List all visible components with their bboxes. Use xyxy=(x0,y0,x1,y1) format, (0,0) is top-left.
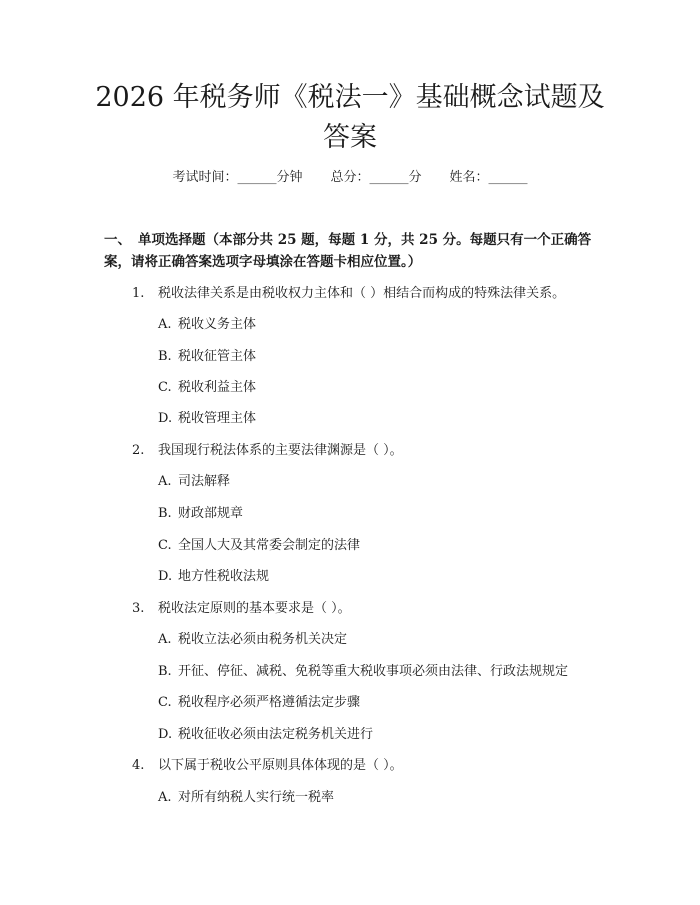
option-text: 税收义务主体 xyxy=(178,317,257,332)
question-text: 以下属于税收公平原则具体体现的是（ ）。 xyxy=(158,758,403,773)
section-heading xyxy=(104,229,604,273)
question-2-stem xyxy=(132,442,612,460)
question-number: 3. xyxy=(132,601,145,616)
question-1-option-c xyxy=(158,379,618,397)
question-1-option-a xyxy=(158,316,618,334)
option-letter: D. xyxy=(158,569,173,584)
option-letter: A. xyxy=(158,474,172,489)
option-text: 税收征管主体 xyxy=(178,349,257,364)
question-3-option-a xyxy=(158,631,618,649)
option-letter: A. xyxy=(158,317,172,332)
option-letter: B. xyxy=(158,349,172,364)
question-4-stem xyxy=(132,757,612,775)
option-letter: D. xyxy=(158,411,173,426)
question-3-option-d xyxy=(158,726,618,744)
option-text: 地方性税收法规 xyxy=(178,569,270,584)
option-text: 对所有纳税人实行统一税率 xyxy=(178,790,335,805)
question-3-stem xyxy=(132,600,612,618)
question-1-option-d xyxy=(158,410,618,428)
option-letter: B. xyxy=(158,506,172,521)
option-text: 司法解释 xyxy=(178,474,231,489)
question-3-option-b xyxy=(158,663,618,681)
question-text: 我国现行税法体系的主要法律渊源是（ ）。 xyxy=(158,443,403,458)
option-text: 全国人大及其常委会制定的法律 xyxy=(178,538,361,553)
option-text: 税收利益主体 xyxy=(178,380,257,395)
question-text: 税收法律关系是由税收权力主体和（ ）相结合而构成的特殊法律关系。 xyxy=(158,286,566,301)
exam-info-line xyxy=(0,169,700,187)
option-letter: D. xyxy=(158,727,173,742)
question-number: 4. xyxy=(132,758,145,773)
total-score-field: 总分：______分 xyxy=(330,170,422,185)
name-field: 姓名：______ xyxy=(449,170,528,185)
option-text: 税收管理主体 xyxy=(178,411,257,426)
question-1-stem xyxy=(132,285,612,303)
question-text: 税收法定原则的基本要求是（ ）。 xyxy=(158,601,351,616)
question-1-option-b xyxy=(158,348,618,366)
question-2-option-d xyxy=(158,568,618,586)
question-2-option-b xyxy=(158,505,618,523)
question-number: 2. xyxy=(132,443,145,458)
option-text: 税收征收必须由法定税务机关进行 xyxy=(178,727,374,742)
option-text: 开征、停征、减税、免税等重大税收事项必须由法律、行政法规规定 xyxy=(178,664,569,679)
option-letter: C. xyxy=(158,380,172,395)
option-letter: A. xyxy=(158,790,172,805)
section-number: 一、 xyxy=(104,232,131,248)
question-2-option-c xyxy=(158,537,618,555)
option-letter: C. xyxy=(158,538,172,553)
question-2-option-a xyxy=(158,473,618,491)
document-title: 2026 年税务师《税法一》基础概念试题及答案 xyxy=(95,82,605,153)
option-text: 税收立法必须由税务机关决定 xyxy=(178,632,348,647)
exam-time-field: 考试时间：______分钟 xyxy=(172,170,303,185)
option-letter: A. xyxy=(158,632,172,647)
option-text: 税收程序必须严格遵循法定步骤 xyxy=(178,695,361,710)
option-letter: C. xyxy=(158,695,172,710)
question-3-option-c xyxy=(158,694,618,712)
section-instructions: 单项选择题（本部分共 25 题，每题 1 分，共 25 分。每题只有一个正确答案，请将正确答案选项字母填涂在答题卡相应位置。） xyxy=(104,232,592,270)
option-text: 财政部规章 xyxy=(178,506,244,521)
option-letter: B. xyxy=(158,664,172,679)
question-4-option-a xyxy=(158,789,618,807)
question-number: 1. xyxy=(132,286,145,301)
